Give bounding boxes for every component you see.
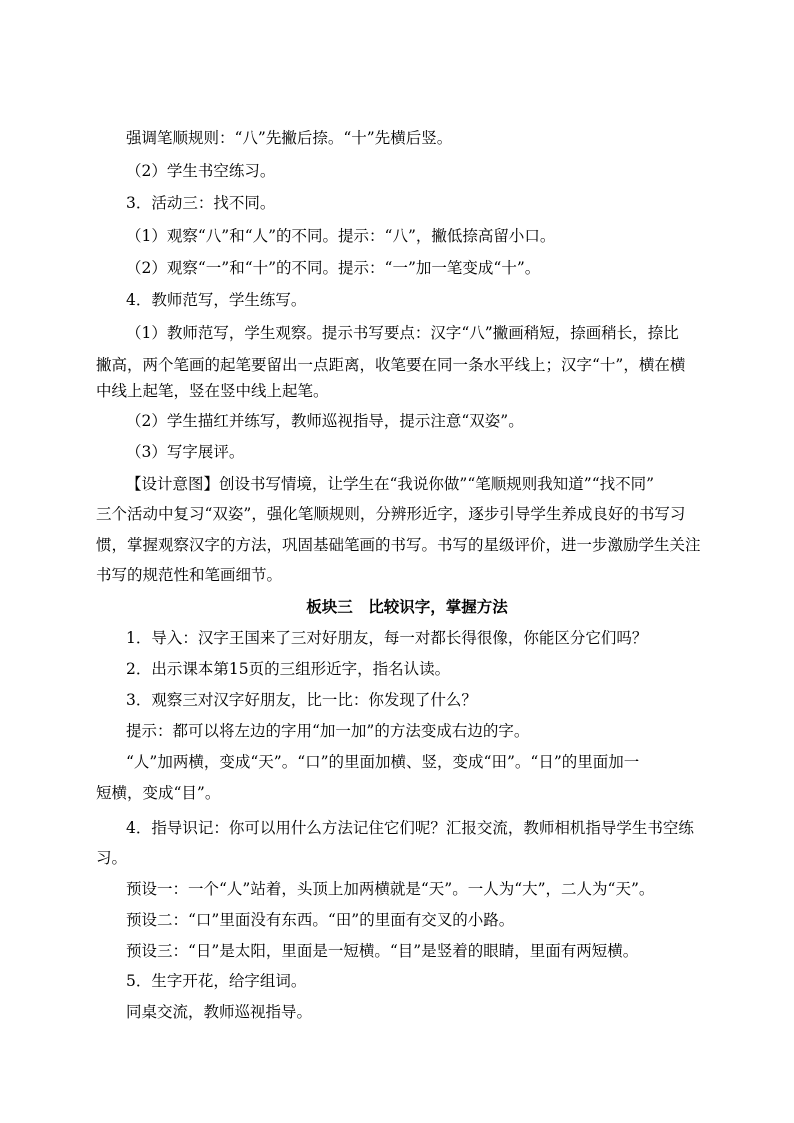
text-line: 书写的规范性和笔画细节。	[96, 566, 283, 584]
text-line: 预设一：一个“人”站着，头顶上加两横就是“天”。一人为“大”，二人为“天”。	[126, 880, 655, 898]
text-line: （2）学生描红并练写，教师巡视指导，提示注意“双姿”。	[126, 412, 524, 430]
text-line: 习。	[96, 849, 128, 867]
text-line: “人”加两横，变成“天”。“口”的里面加横、竖，变成“田”。“日”的里面加一	[126, 753, 640, 771]
text-line: 预设三：“日”是太阳，里面是一短横。“目”是竖着的眼睛，里面有两短横。	[126, 942, 639, 960]
text-line: 4．教师范写，学生练写。	[126, 291, 307, 309]
text-line: 3．观察三对汉字好朋友，比一比：你发现了什么？	[126, 691, 477, 709]
text-line: 短横，变成“目”。	[96, 784, 221, 802]
text-line: 中线上起笔，竖在竖中线上起笔。	[96, 382, 329, 400]
text-line: 同桌交流，教师巡视指导。	[126, 1003, 313, 1021]
text-line: 5．生字开花，给字组词。	[126, 972, 307, 990]
text-line: 撇高，两个笔画的起笔要留出一点距离，收笔要在同一条水平线上；汉字“十”，横在横	[96, 356, 686, 374]
text-line: （2）观察“一”和“十”的不同。提示：“一”加一笔变成“十”。	[126, 259, 541, 277]
text-line: （2）学生书空练习。	[126, 162, 276, 180]
text-line: （1）教师范写，学生观察。提示书写要点：汉字“八”撇画稍短，捺画稍长，捺比	[126, 324, 679, 342]
text-line: 三个活动中复习“双姿”，强化笔顺规则，分辨形近字，逐步引导学生养成良好的书写习	[96, 505, 686, 523]
text-line: 预设二：“口”里面没有东西。“田”的里面有交叉的小路。	[126, 911, 515, 929]
text-line: 4．指导识记：你可以用什么方法记住它们呢？汇报交流，教师相机指导学生书空练	[126, 819, 694, 837]
text-line: （1）观察“八”和“人”的不同。提示：“八”，撇低捺高留小口。	[126, 227, 556, 245]
text-line: 1．导入：汉字王国来了三对好朋友，每一对都长得很像，你能区分它们吗？	[126, 629, 648, 647]
text-line: 强调笔顺规则：“八”先撇后捺。“十”先横后竖。	[126, 129, 453, 147]
text-line: 【设计意图】创设书写情境，让学生在“我说你做”“笔顺规则我知道”“找不同”	[126, 475, 655, 493]
text-line: 3．活动三：找不同。	[126, 194, 276, 212]
section-heading: 板块三 比较识字，掌握方法	[306, 597, 508, 616]
text-line: 惯，掌握观察汉字的方法，巩固基础笔画的书写。书写的星级评价，进一步激励学生关注	[96, 536, 701, 554]
text-line: （3）写字展评。	[126, 443, 245, 461]
text-line: 提示：都可以将左边的字用“加一加”的方法变成右边的字。	[126, 722, 530, 740]
text-line: 2．出示课本第15页的三组形近字，指名认读。	[126, 660, 451, 678]
